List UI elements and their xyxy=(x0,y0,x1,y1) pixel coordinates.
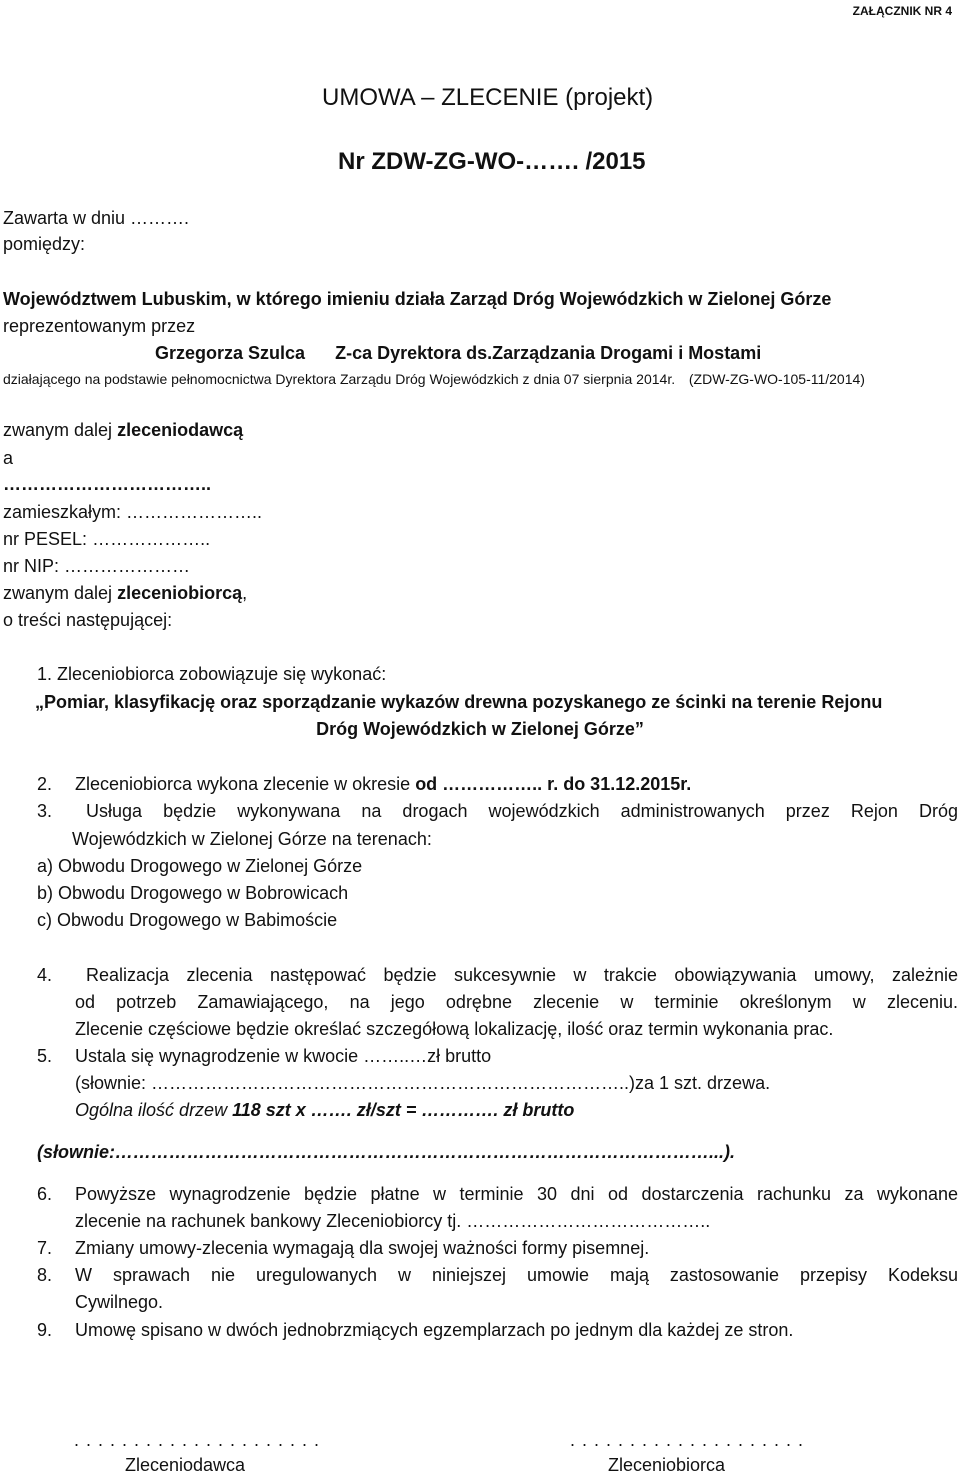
clause-5-words: (słownie:………………………………………………………………………………………...). xyxy=(37,1142,736,1162)
represented-by: reprezentowanym przez xyxy=(3,316,196,336)
principal-called-prefix: zwanym dalej xyxy=(3,420,113,440)
clause-3-item-c: c) Obwodu Drogowego w Babimoście xyxy=(37,910,338,930)
clause-2-period: od …………….. r. do 31.12.2015r. xyxy=(415,774,692,794)
clause-6-number: 6. xyxy=(37,1184,53,1204)
contractor-residence xyxy=(3,502,262,523)
clause-4-line1: Realizacja zlecenia następować będzie sukcesywnie w trakcie obowiązywania umowy, zależnie xyxy=(86,965,958,985)
clause-2 xyxy=(75,774,691,795)
representative-role: Zarządzania Drogami i Mostami xyxy=(492,343,762,363)
contractor-role: zleceniobiorcą xyxy=(117,583,243,603)
contractor-pesel xyxy=(3,529,210,550)
authorization-line xyxy=(3,371,865,387)
signature-label-contractor: Zleceniobiorca xyxy=(608,1455,726,1475)
clause-5-total-value: 118 szt x ……. zł/szt = …………. zł brutto xyxy=(232,1100,575,1120)
clause-7-number: 7. xyxy=(37,1238,53,1258)
clause-1-task-line2: Dróg Wojewódzkich w Zielonej Górze” xyxy=(316,719,644,739)
clause-4-line2: od potrzeb Zamawiającego, na jego odrębne zlecenie w terminie określonym w zleceniu. xyxy=(75,992,958,1012)
clause-3-line2: Wojewódzkich w Zielonej Górze na terenach: xyxy=(72,829,432,849)
contractor-called xyxy=(3,583,247,604)
clause-3-item-b: b) Obwodu Drogowego w Bobrowicach xyxy=(37,883,349,903)
contractor-called-suffix: , xyxy=(242,583,248,603)
concluded-on: Zawarta w dniu ………. xyxy=(3,208,190,228)
authorization-ref: (ZDW-ZG-WO-105-11/2014) xyxy=(688,371,865,387)
clause-5-total-prefix: Ogólna ilość drzew xyxy=(75,1100,228,1120)
residence-value: ………………….. xyxy=(126,502,263,522)
clause-4-number: 4. xyxy=(37,965,53,985)
residence-label: zamieszkałym: xyxy=(3,502,122,522)
clause-8-line1: W sprawach nie uregulowanych w niniejszej umowie mają zastosowanie przepisy Kodeksu xyxy=(75,1265,958,1285)
clause-3-item-a: a) Obwodu Drogowego w Zielonej Górze xyxy=(37,856,363,876)
pesel-label: nr PESEL: xyxy=(3,529,88,549)
clause-5-line2: (słownie: ……………………………………………………………………..)za 1 szt. drzewa. xyxy=(75,1073,771,1093)
clause-2-text: Zleceniobiorca wykona zlecenie w okresie xyxy=(75,774,411,794)
clause-1 xyxy=(37,664,386,685)
clause-6-line2: zlecenie na rachunek bankowy Zleceniobiorcy tj. ………………………………….. xyxy=(75,1211,711,1231)
representative-name: Grzegorza Szulca xyxy=(155,343,306,363)
clause-7-text: Zmiany umowy-zlecenia wymagają dla swojej ważności formy pisemnej. xyxy=(75,1238,650,1258)
pesel-value: ……………….. xyxy=(92,529,211,549)
clause-9-number: 9. xyxy=(37,1320,53,1340)
between-label: pomiędzy: xyxy=(3,234,86,254)
clause-1-text: Zleceniobiorca zobowiązuje się wykonać: xyxy=(57,664,387,684)
representative-role-prefix: Z-ca Dyrektora ds. xyxy=(335,343,493,363)
representative xyxy=(155,343,761,364)
and-label: a xyxy=(3,448,14,468)
nip-value: ………………… xyxy=(64,556,191,576)
signature-label-principal: Zleceniodawca xyxy=(125,1455,246,1475)
clause-3-number: 3. xyxy=(37,801,53,821)
principal-role: zleceniodawcą xyxy=(117,420,244,440)
document-number: Nr ZDW-ZG-WO-……. /2015 xyxy=(338,148,646,175)
contractor-called-prefix: zwanym dalej xyxy=(3,583,113,603)
clause-2-number: 2. xyxy=(37,774,53,794)
contractor-name: …………………………….. xyxy=(3,474,212,494)
nip-label: nr NIP: xyxy=(3,556,60,576)
clause-5-number: 5. xyxy=(37,1046,53,1066)
clause-5-line1: Ustala się wynagrodzenie w kwocie ……..…zł brutto xyxy=(75,1046,492,1066)
clause-9-text: Umowę spisano w dwóch jednobrzmiących egzemplarzach po jednym dla każdej ze stron. xyxy=(75,1320,794,1340)
clause-1-task-line1: „Pomiar, klasyfikację oraz sporządzanie wykazów drewna pozyskanego ze ścinki na terenie Rejonu xyxy=(35,692,883,712)
authorization-text: działającego na podstawie pełnomocnictwa Dyrektora Zarządu Dróg Wojewódzkich z dnia 07 sierpnia 2014r. xyxy=(3,371,676,387)
clause-8-line2: Cywilnego. xyxy=(75,1292,164,1312)
clause-6-line1: Powyższe wynagrodzenie będzie płatne w terminie 30 dni od dostarczenia rachunku za wykonane xyxy=(75,1184,958,1204)
principal-called xyxy=(3,420,243,441)
signature-line-principal: . . . . . . . . . . . . . . . . . . . . . xyxy=(74,1430,321,1450)
principal-entity: Województwem Lubuskim, w którego imieniu działa Zarząd Dróg Wojewódzkich w Zielonej Górze xyxy=(3,289,832,309)
content-intro: o treści następującej: xyxy=(3,610,173,630)
clause-3-line1: Usługa będzie wykonywana na drogach wojewódzkich administrowanych przez Rejon Dróg xyxy=(86,801,958,821)
clause-4-line3: Zlecenie częściowe będzie określać szczegółową lokalizację, ilość oraz termin wykonania prac. xyxy=(75,1019,834,1039)
attachment-label: ZAŁĄCZNIK NR 4 xyxy=(852,4,952,18)
clause-8-number: 8. xyxy=(37,1265,53,1285)
clause-1-number: 1. xyxy=(37,664,53,684)
document-title: UMOWA – ZLECENIE (projekt) xyxy=(322,84,654,111)
clause-5-total xyxy=(75,1100,574,1121)
contractor-nip xyxy=(3,556,190,577)
signature-line-contractor: . . . . . . . . . . . . . . . . . . . . xyxy=(570,1430,805,1450)
